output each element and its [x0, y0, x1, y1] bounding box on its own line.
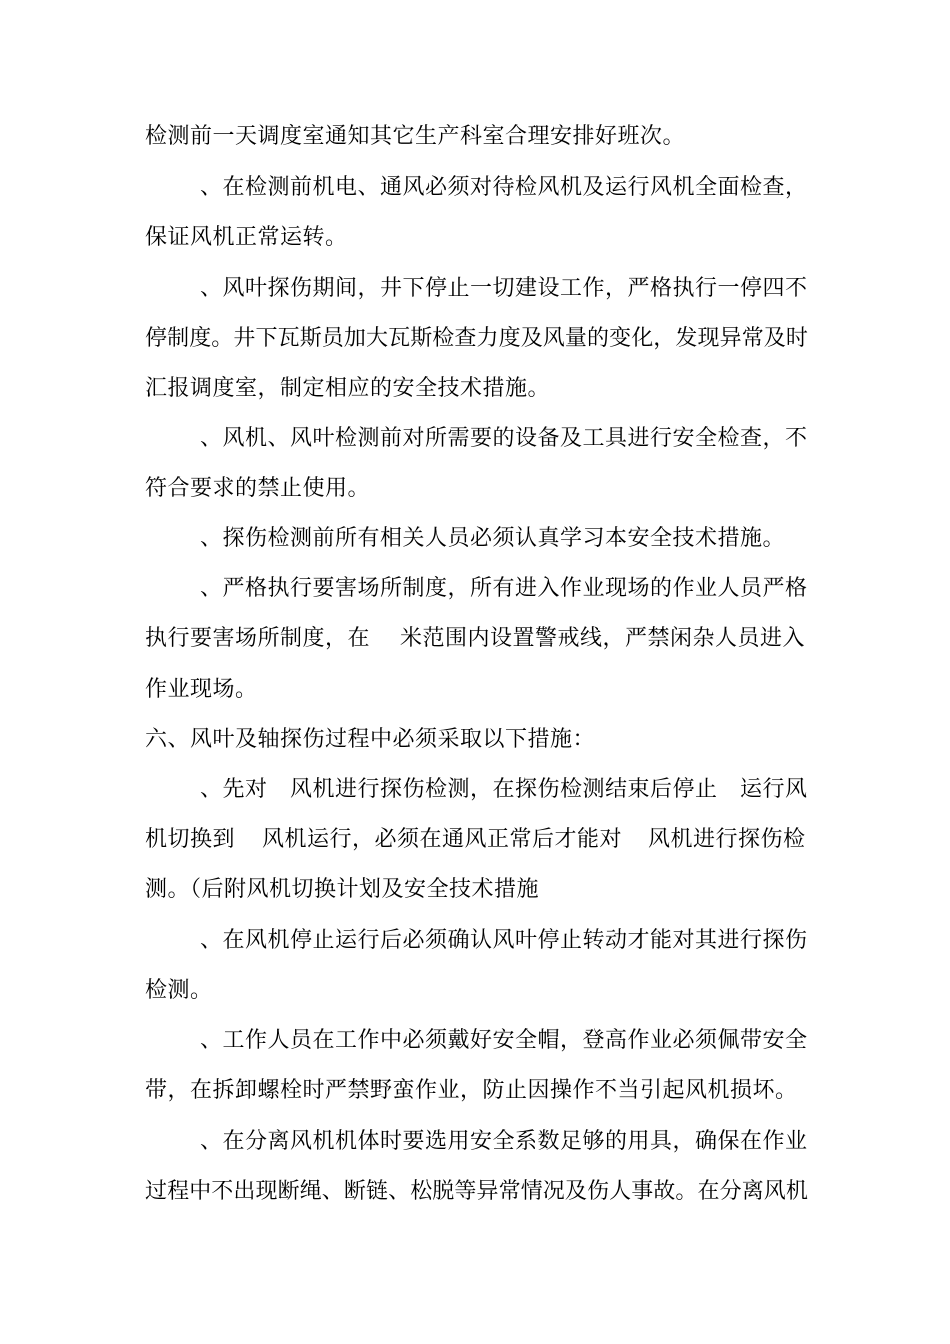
- text-segment: 、探伤检测前所有相关人员必须认真学习本安全技术措施。: [200, 526, 786, 551]
- text-segment: 机切换到: [145, 827, 236, 852]
- text-segment: 保证风机正常运转。: [145, 225, 348, 250]
- text-segment: 、在分离风机机体时要选用安全系数足够的用具，确保在作业: [200, 1129, 808, 1154]
- text-segment: 米范围内设置警戒线，严禁闲杂人员进入: [400, 626, 806, 651]
- text-segment: 、风机、风叶检测前对所需要的设备及工具进行安全检查，不: [200, 426, 808, 451]
- text-segment: 风机进行探伤检测，在探伤检测结束后停止: [290, 777, 718, 802]
- text-line: [0, 521, 950, 557]
- text-segment: 、在检测前机电、通风必须对待检风机及运行风机全面检查，: [200, 175, 808, 200]
- text-segment: 六、风叶及轴探伤过程中必须采取以下措施：: [145, 727, 596, 752]
- text-segment: 停制度。井下瓦斯员加大瓦斯检查力度及风量的变化，发现异常及时: [145, 326, 809, 351]
- text-line: [0, 872, 950, 908]
- text-segment: 、工作人员在工作中必须戴好安全帽，登高作业必须佩带安全: [200, 1028, 808, 1053]
- text-line: [0, 621, 950, 657]
- text-line: [0, 371, 950, 407]
- text-segment: 运行风: [740, 777, 808, 802]
- text-segment: 、风叶探伤期间，井下停止一切建设工作，严格执行一停四不: [200, 276, 808, 301]
- text-segment: 、在风机停止运行后必须确认风叶停止转动才能对其进行探伤: [200, 928, 808, 953]
- text-segment: 汇报调度室，制定相应的安全技术措施。: [145, 376, 551, 401]
- text-segment: 带，在拆卸螺栓时严禁野蛮作业，防止因操作不当引起风机损坏。: [145, 1078, 798, 1103]
- text-line: [0, 571, 950, 607]
- text-segment: 过程中不出现断绳、断链、松脱等异常情况及伤人事故。在分离风机: [145, 1179, 809, 1204]
- text-segment: 风机运行，必须在通风正常后才能对: [262, 827, 623, 852]
- text-line: [0, 421, 950, 457]
- text-line: [0, 772, 950, 808]
- text-line: [0, 1023, 950, 1059]
- text-line: [0, 1174, 950, 1210]
- text-segment: 、先对: [200, 777, 268, 802]
- text-segment: 、严格执行要害场所制度，所有进入作业现场的作业人员严格: [200, 576, 808, 601]
- text-line: [0, 321, 950, 357]
- text-line: [0, 1124, 950, 1160]
- text-segment: 执行要害场所制度，在: [145, 626, 371, 651]
- text-line: [0, 271, 950, 307]
- text-line: [0, 170, 950, 206]
- text-segment: 检测。: [145, 978, 213, 1003]
- text-segment: 测。（后附风机切换计划及安全技术措施: [145, 877, 540, 902]
- text-line: [0, 822, 950, 858]
- text-segment: 符合要求的禁止使用。: [145, 476, 371, 501]
- text-line: [0, 471, 950, 507]
- text-segment: 作业现场。: [145, 677, 258, 702]
- text-line: [0, 220, 950, 256]
- text-line: [0, 672, 950, 708]
- text-line: [0, 923, 950, 959]
- text-line: [0, 119, 950, 155]
- text-line: [0, 722, 950, 758]
- text-line: [0, 1073, 950, 1109]
- text-line: [0, 973, 950, 1009]
- text-segment: 检测前一天调度室通知其它生产科室合理安排好班次。: [145, 124, 686, 149]
- text-segment: 风机进行探伤检: [648, 827, 806, 852]
